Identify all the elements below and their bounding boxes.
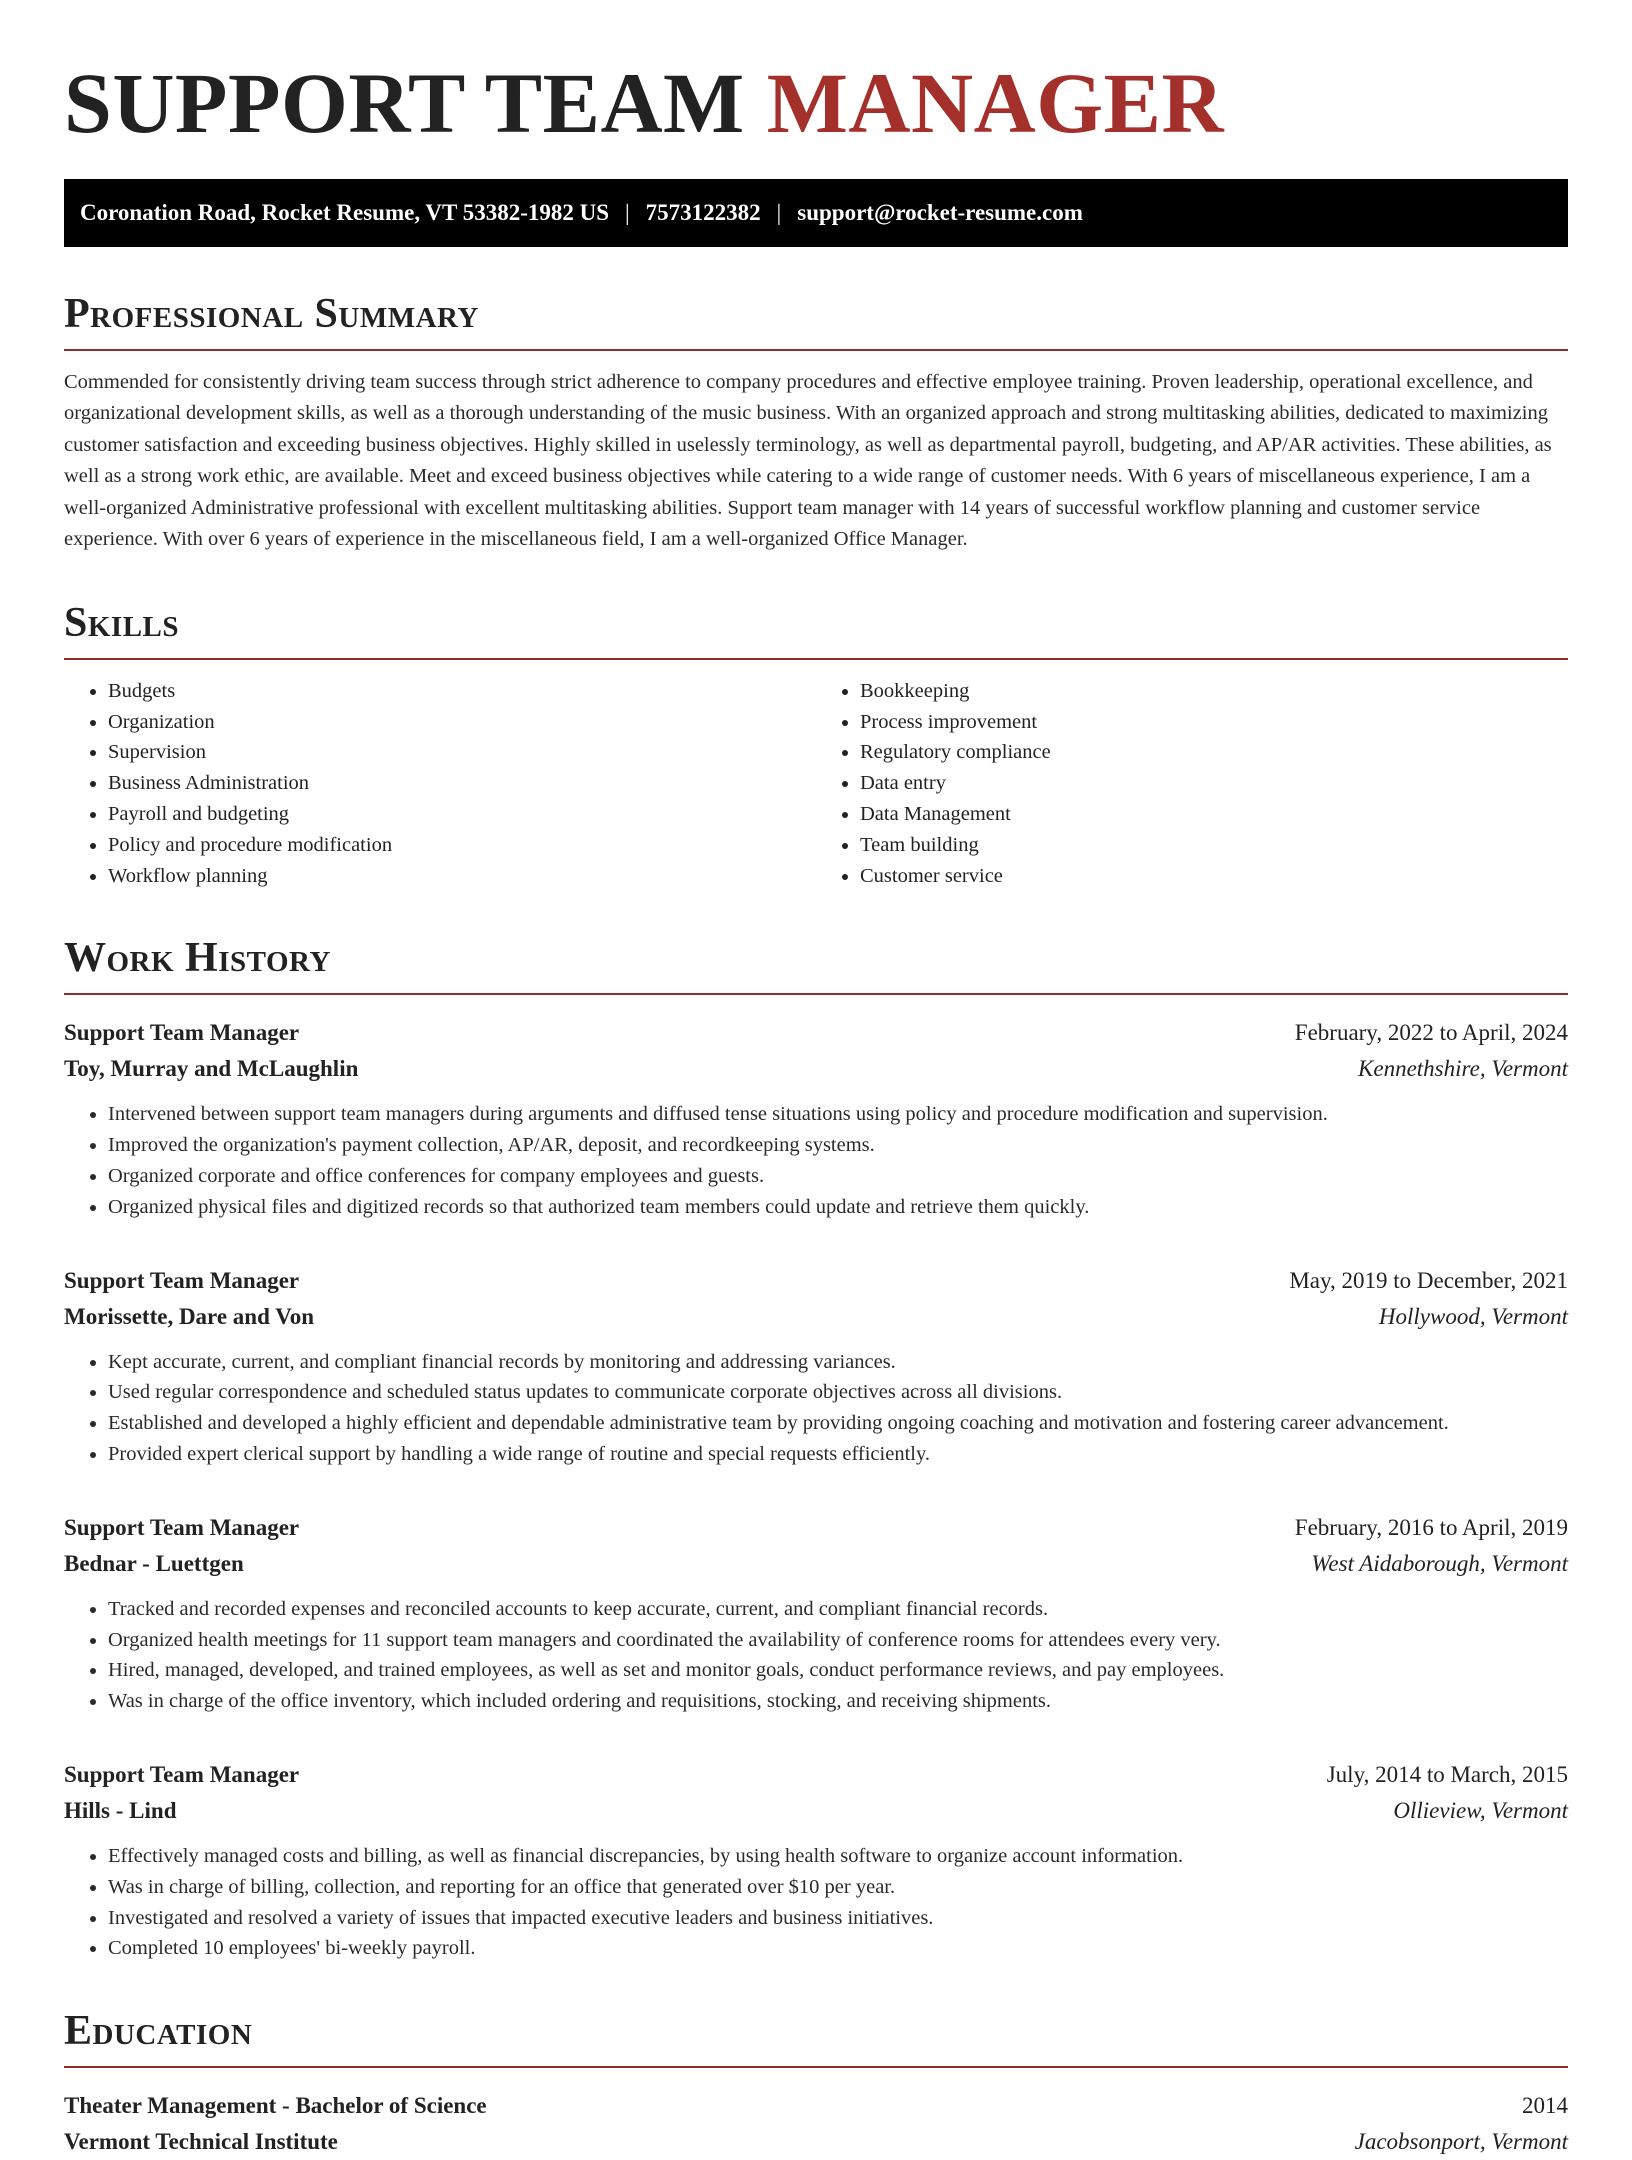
job-title: Support Team Manager: [64, 1020, 300, 1046]
skills-columns: [64, 676, 1568, 892]
job-location: Ollieview, Vermont: [1393, 1798, 1568, 1824]
title-main: SUPPORT TEAM: [64, 55, 745, 151]
job-bullet: • Tracked and recorded expenses and reconciled accounts to keep accurate, current, and compliant financial records.: [108, 1594, 1568, 1625]
job-bullet: • Was in charge of the office inventory, which included ordering and requisitions, stocking, and receiving shipments.: [108, 1686, 1568, 1717]
skill-item: • Organization: [108, 707, 816, 738]
job-bullets: [64, 1099, 1568, 1222]
job-bullet: • Completed 10 employees' bi-weekly payroll.: [108, 1933, 1568, 1964]
skill-item: • Workflow planning: [108, 861, 816, 892]
job-entry: [64, 1015, 1568, 1222]
skill-item: • Team building: [860, 830, 1568, 861]
skill-item: • Regulatory compliance: [860, 737, 1568, 768]
job-bullet: • Established and developed a highly efficient and dependable administrative team by providing ongoing coaching and motivation and fostering career advancement.: [108, 1408, 1568, 1439]
skills-list-left: [64, 676, 816, 892]
job-entry: [64, 1510, 1568, 1717]
skill-item: • Data entry: [860, 768, 1568, 799]
contact-separator: |: [625, 199, 630, 225]
job-bullets: [64, 1841, 1568, 1964]
job-dates: July, 2014 to March, 2015: [1326, 1762, 1568, 1788]
contact-phone[interactable]: 7573122382: [645, 199, 761, 225]
education-year: 2014: [1522, 2093, 1568, 2119]
job-dates: February, 2016 to April, 2019: [1294, 1514, 1568, 1540]
job-company-row: [64, 1546, 1568, 1582]
job-bullet: • Organized corporate and office conferences for company employees and guests.: [108, 1161, 1568, 1192]
job-bullet: • Organized physical files and digitized records so that authorized team members could update and retrieve them quickly.: [108, 1192, 1568, 1223]
job-company-row: [64, 1793, 1568, 1829]
job-title: Support Team Manager: [64, 1762, 300, 1788]
job-location: Kennethshire, Vermont: [1358, 1056, 1568, 1082]
job-location: Hollywood, Vermont: [1378, 1303, 1568, 1329]
job-title: Support Team Manager: [64, 1514, 300, 1540]
work-history-heading: Work History: [64, 937, 1568, 995]
work-history-section: [64, 937, 1568, 1964]
summary-heading: Professional Summary: [64, 293, 1568, 351]
contact-separator: |: [776, 199, 782, 225]
education-heading: Education: [64, 2010, 1568, 2068]
education-school: Vermont Technical Institute: [64, 2129, 338, 2155]
job-company: Toy, Murray and McLaughlin: [64, 1056, 359, 1082]
education-section: [64, 2010, 1568, 2160]
job-bullet: • Improved the organization's payment collection, AP/AR, deposit, and recordkeeping systems.: [108, 1130, 1568, 1161]
job-bullet: • Kept accurate, current, and compliant financial records by monitoring and addressing variances.: [108, 1347, 1568, 1378]
job-bullet: • Effectively managed costs and billing, as well as financial discrepancies, by using health software to organize account information.: [108, 1841, 1568, 1872]
job-bullet: • Was in charge of billing, collection, and reporting for an office that generated over $10 per year.: [108, 1872, 1568, 1903]
resume-title: [64, 54, 1568, 153]
job-dates: May, 2019 to December, 2021: [1289, 1267, 1568, 1293]
skill-item: • Payroll and budgeting: [108, 799, 816, 830]
job-company: Bednar - Luettgen: [64, 1550, 244, 1576]
job-location: West Aidaborough, Vermont: [1311, 1550, 1568, 1576]
summary-section: [64, 290, 1568, 556]
skill-item: • Customer service: [860, 861, 1568, 892]
contact-address: Coronation Road, Rocket Resume, VT 53382-1982 US: [80, 199, 610, 225]
skill-item: • Process improvement: [860, 707, 1568, 738]
job-bullet: • Provided expert clerical support by handling a wide range of routine and special requests efficiently.: [108, 1439, 1568, 1470]
job-title-row: [64, 1757, 1568, 1793]
skills-section: [64, 599, 1568, 892]
skills-list-right: [816, 676, 1568, 892]
skill-item: • Business Administration: [108, 768, 816, 799]
job-bullet: • Organized health meetings for 11 support team managers and coordinated the availability of conference rooms for attendees every very.: [108, 1625, 1568, 1656]
skill-item: • Data Management: [860, 799, 1568, 830]
job-bullets: [64, 1347, 1568, 1470]
job-bullet: • Hired, managed, developed, and trained employees, as well as set and monitor goals, conduct performance reviews, and pay employees.: [108, 1655, 1568, 1686]
job-entry: [64, 1263, 1568, 1470]
job-title-row: [64, 1510, 1568, 1546]
job-bullet: • Intervened between support team managers during arguments and diffused tense situations using policy and procedure modification and supervision.: [108, 1099, 1568, 1130]
job-company-row: [64, 1299, 1568, 1335]
contact-email[interactable]: support@rocket-resume.com: [797, 199, 1083, 225]
education-degree: Theater Management - Bachelor of Science: [64, 2093, 487, 2119]
skills-heading: Skills: [64, 602, 1568, 660]
job-entry: [64, 1757, 1568, 1964]
skill-item: • Policy and procedure modification: [108, 830, 816, 861]
job-bullet: • Investigated and resolved a variety of issues that impacted executive leaders and business initiatives.: [108, 1903, 1568, 1934]
title-accent: MANAGER: [766, 55, 1225, 151]
job-company-row: [64, 1051, 1568, 1087]
skill-item: • Bookkeeping: [860, 676, 1568, 707]
education-school-row: [64, 2124, 1568, 2160]
job-title: Support Team Manager: [64, 1267, 300, 1293]
skill-item: • Budgets: [108, 676, 816, 707]
education-entry: [64, 2088, 1568, 2160]
job-title-row: [64, 1263, 1568, 1299]
summary-text: Commended for consistently driving team success through strict adherence to company procedures and effective employee training. Proven leadership, operational excellence, and organizational development skills, as well as a thorough understanding of the music business. With an organized approach and strong multitasking abilities, dedicated to maximizing customer satisfaction and exceeding business objectives. Highly skilled in uselessly terminology, as well as departmental payroll, budgeting, and AP/AR activities. These abilities, as well as a strong work ethic, are available. Meet and exceed business objectives while catering to a wide range of customer needs. With 6 years of miscellaneous experience, I am a well-organized Administrative professional with excellent multitasking abilities. Support team manager with 14 years of successful workflow planning and customer service experience. With over 6 years of experience in the miscellaneous field, I am a well-organized Office Manager.: [64, 370, 1552, 551]
job-bullets: [64, 1594, 1568, 1717]
job-company: Hills - Lind: [64, 1798, 177, 1824]
job-title-row: [64, 1015, 1568, 1051]
contact-bar: [64, 179, 1568, 247]
education-degree-row: [64, 2088, 1568, 2124]
education-location: Jacobsonport, Vermont: [1354, 2129, 1568, 2155]
skill-item: • Supervision: [108, 737, 816, 768]
job-dates: February, 2022 to April, 2024: [1294, 1020, 1568, 1046]
job-bullet: • Used regular correspondence and scheduled status updates to communicate corporate objectives across all divisions.: [108, 1377, 1568, 1408]
job-company: Morissette, Dare and Von: [64, 1303, 315, 1329]
